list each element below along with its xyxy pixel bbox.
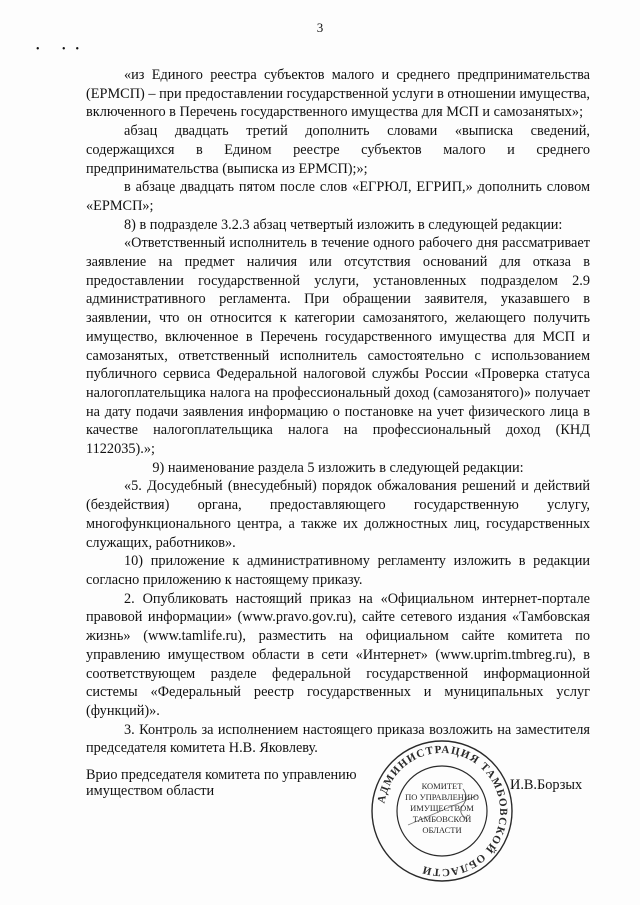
- seal-ring-text: АДМИНИСТРАЦИЯ ТАМБОВСКОЙ ОБЛАСТИ: [375, 743, 510, 879]
- signature-name: И.В.Борзых: [510, 777, 583, 793]
- body-paragraph: «Ответственный исполнитель в течение одного рабочего дня рассматривает заявление на предмет наличия или отсутствия оснований для отказа в предоставлении государственной услуги, установленных подразделом 2.9 административного регламента. При обращении заявителя, указавшего в заявлении, что он относится к категории самозанятого, желающего получить имущество, включенное в Перечень государственного имущества для МСП и самозанятых, ответственный исполнитель самостоятельно с использованием публичного сервиса Федеральной налоговой службы России «Проверка статуса налогоплательщика налога на профессиональный доход (самозанятого)» получает на дату подачи заявления информацию о постановке на учет физического лица в качестве налогоплательщика налога на профессиональный доход (КНД 1122035).»;: [86, 235, 590, 458]
- page-number: 3: [316, 20, 324, 35]
- seal-center-line: ТАМБОВСКОЙ: [412, 814, 472, 824]
- official-seal: [368, 737, 516, 885]
- body-paragraph: в абзаце двадцать пятом после слов «ЕГРЮЛ, ЕГРИП,» дополнить словом «ЕРМСП»;: [86, 179, 590, 214]
- body-paragraph: 2. Опубликовать настоящий приказ на «Официальном интернет-портале правовой информации» (www.pravo.gov.ru), сайте сетевого издания «Тамбовская жизнь» (www.tamlife.ru), разместить на официальном сайте комитета по управлению имуществом области в сети «Интернет» (www.uprim.tmbreg.ru), в соответствующем разделе федеральной государственной информационной системы «Федеральный реестр государственных и муниципальных услуг (функций)».: [86, 590, 590, 719]
- body-paragraph: абзац двадцать третий дополнить словами «выписка сведений, содержащихся в Едином реестре субъектов малого и среднего предпринимательства (выписка из ЕРМСП);»;: [86, 123, 590, 177]
- body-paragraph: «из Единого реестра субъектов малого и среднего предпринимательства (ЕРМСП) – при предоставлении государственной услуги в отношении имущества, включенного в Перечень государственного имущества для МСП и самозанятых»;: [86, 67, 590, 121]
- document-body: [86, 66, 590, 758]
- body-paragraph: 3. Контроль за исполнением настоящего приказа возложить на заместителя председателя комитета Н.В. Яковлеву.: [86, 721, 590, 757]
- seal-center-line: ПО УПРАВЛЕНИЮ: [405, 792, 479, 802]
- body-paragraph: 8) в подразделе 3.2.3 абзац четвертый изложить в следующей редакции:: [124, 216, 563, 233]
- signature-position: Врио председателя комитета по управлению имуществом области: [86, 767, 357, 799]
- seal-center-line: ОБЛАСТИ: [422, 825, 462, 835]
- scan-specks: • ••: [36, 44, 90, 55]
- body-paragraph: «5. Досудебный (внесудебный) порядок обжалования решений и действий (бездействия) органа, предоставляющего государственную услугу, многофункционального центра, а также их должностных лиц, государственных служащих, работников».: [86, 478, 590, 551]
- seal-center-line: ИМУЩЕСТВОМ: [410, 803, 474, 813]
- body-paragraph: 10) приложение к административному регламенту изложить в редакции согласно приложению к настоящему приказу.: [86, 553, 590, 588]
- seal-center-line: КОМИТЕТ: [421, 781, 463, 791]
- body-paragraph: 9) наименование раздела 5 изложить в следующей редакции:: [152, 459, 524, 476]
